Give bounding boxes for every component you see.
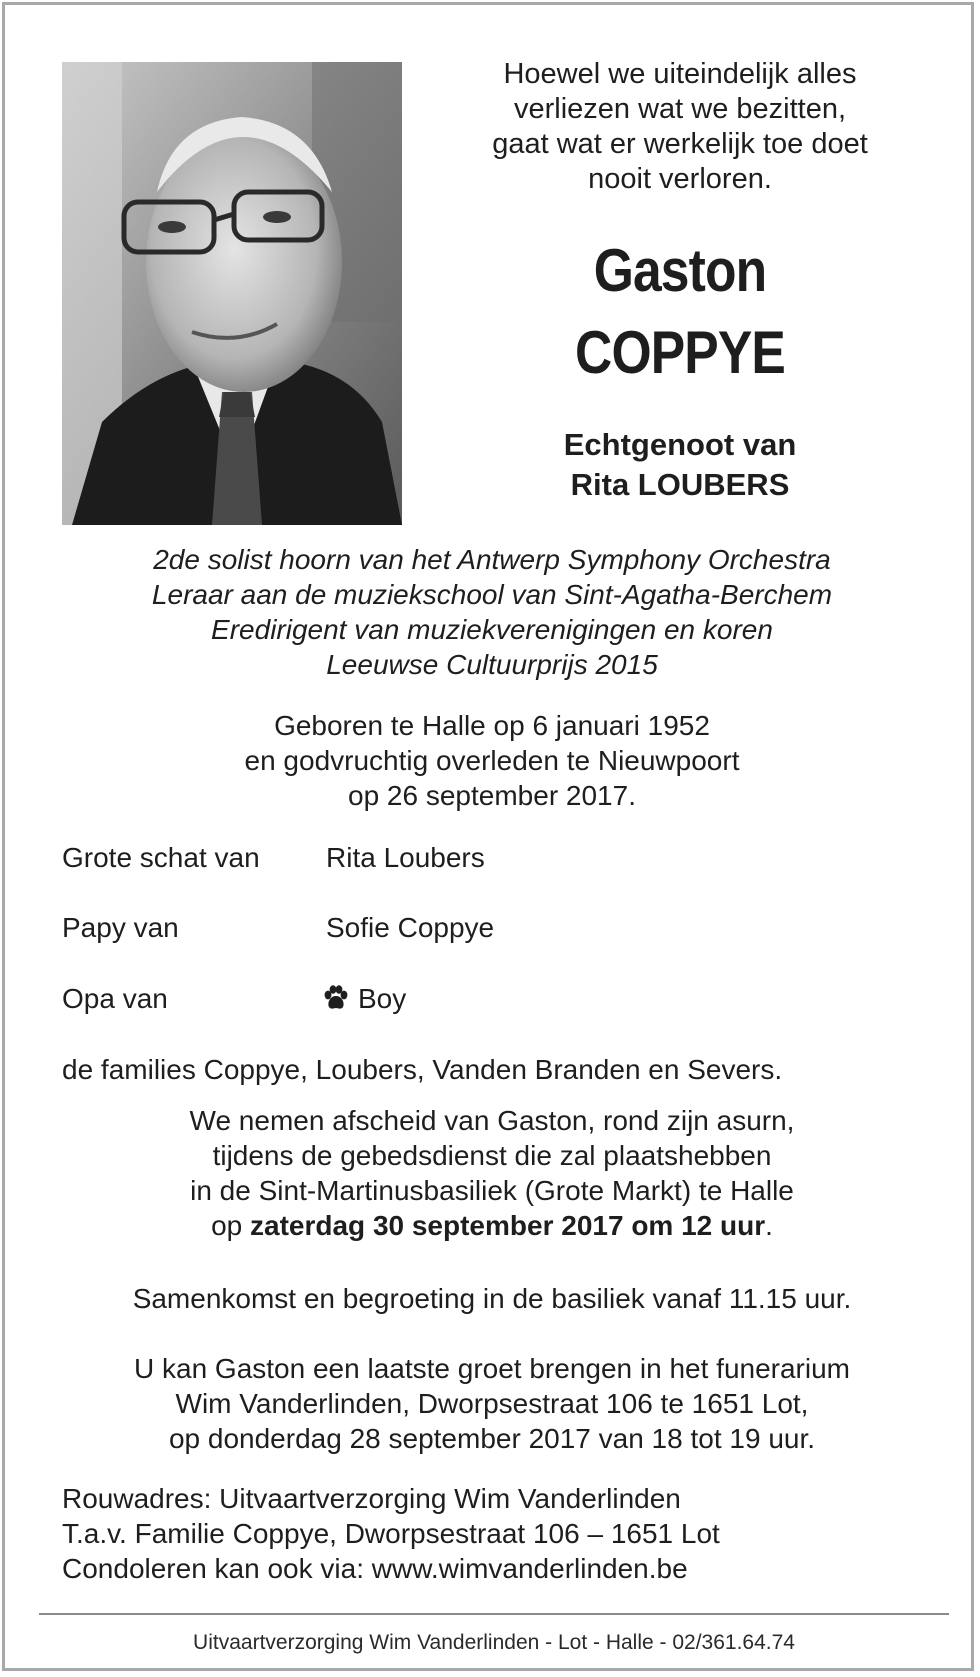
- first-name: Gaston: [593, 237, 767, 304]
- obituary-card: [2, 2, 974, 1671]
- born-line: en godvruchtig overleden te Nieuwpoort: [244, 745, 740, 776]
- visit-line: U kan Gaston een laatste groet brengen in het funerarium: [134, 1353, 850, 1384]
- quote-line: nooit verloren.: [588, 163, 772, 195]
- honorary-titles: [62, 542, 922, 682]
- ceremony-line: We nemen afscheid van Gaston, rond zijn asurn,: [189, 1105, 795, 1136]
- deceased-name: [469, 230, 890, 394]
- ceremony-suffix: .: [765, 1210, 773, 1241]
- spouse-label: Echtgenoot van: [563, 427, 797, 462]
- visitation-info: [62, 1351, 922, 1456]
- relation-value-wrapper: [322, 981, 406, 1016]
- title-line: Eredirigent van muziekverenigingen en koren: [211, 614, 773, 645]
- memorial-quote: [435, 57, 925, 197]
- ceremony-info: [62, 1103, 922, 1243]
- quote-line: gaat wat er werkelijk toe doet: [492, 128, 868, 160]
- ceremony-line: in de Sint-Martinusbasiliek (Grote Markt) te Halle: [190, 1175, 794, 1206]
- relation-label: Papy van: [62, 912, 179, 943]
- mourning-address: [62, 1481, 922, 1586]
- portrait-photo: [62, 62, 402, 525]
- relation-value: Boy: [358, 983, 407, 1014]
- ceremony-date-line: [62, 1208, 922, 1243]
- spouse-info: [435, 425, 925, 505]
- ceremony-date: zaterdag 30 september 2017 om 12 uur: [250, 1210, 766, 1241]
- born-line: Geboren te Halle op 6 januari 1952: [274, 710, 710, 741]
- quote-line: verliezen wat we bezitten,: [513, 93, 847, 125]
- spouse-name: Rita LOUBERS: [570, 467, 790, 502]
- funeral-home-footer: Uitvaartverzorging Wim Vanderlinden - Lot - Halle - 02/361.64.74: [193, 1631, 795, 1654]
- birth-death-info: [62, 708, 922, 813]
- families-line: de families Coppye, Loubers, Vanden Branden en Severs.: [62, 1054, 783, 1085]
- paw-icon: [322, 985, 350, 1011]
- ceremony-line: tijdens de gebedsdienst die zal plaatshebben: [212, 1140, 772, 1171]
- title-line: Leraar aan de muziekschool van Sint-Agatha-Berchem: [151, 579, 833, 610]
- last-name: COPPYE: [575, 319, 785, 386]
- born-line: op 26 september 2017.: [348, 780, 636, 811]
- quote-line: Hoewel we uiteindelijk alles: [503, 58, 857, 90]
- address-line: T.a.v. Familie Coppye, Dworpsestraat 106 – 1651 Lot: [62, 1518, 720, 1549]
- title-line: Leeuwse Cultuurprijs 2015: [326, 649, 658, 680]
- relation-label: Grote schat van: [62, 842, 260, 873]
- visit-line: op donderdag 28 september 2017 van 18 tot 19 uur.: [168, 1423, 816, 1454]
- relation-value: Rita Loubers: [326, 842, 485, 873]
- relation-value: Sofie Coppye: [326, 912, 495, 943]
- footer-divider: [39, 1613, 949, 1615]
- ceremony-prefix: op: [211, 1210, 251, 1241]
- title-line: 2de solist hoorn van het Antwerp Symphony Orchestra: [153, 544, 831, 575]
- address-line: Condoleren kan ook via: www.wimvanderlinden.be: [62, 1553, 688, 1584]
- relation-label: Opa van: [62, 983, 168, 1014]
- visit-line: Wim Vanderlinden, Dworpsestraat 106 te 1651 Lot,: [175, 1388, 809, 1419]
- address-line: Rouwadres: Uitvaartverzorging Wim Vanderlinden: [62, 1483, 681, 1514]
- gathering-info: Samenkomst en begroeting in de basiliek vanaf 11.15 uur.: [132, 1283, 852, 1314]
